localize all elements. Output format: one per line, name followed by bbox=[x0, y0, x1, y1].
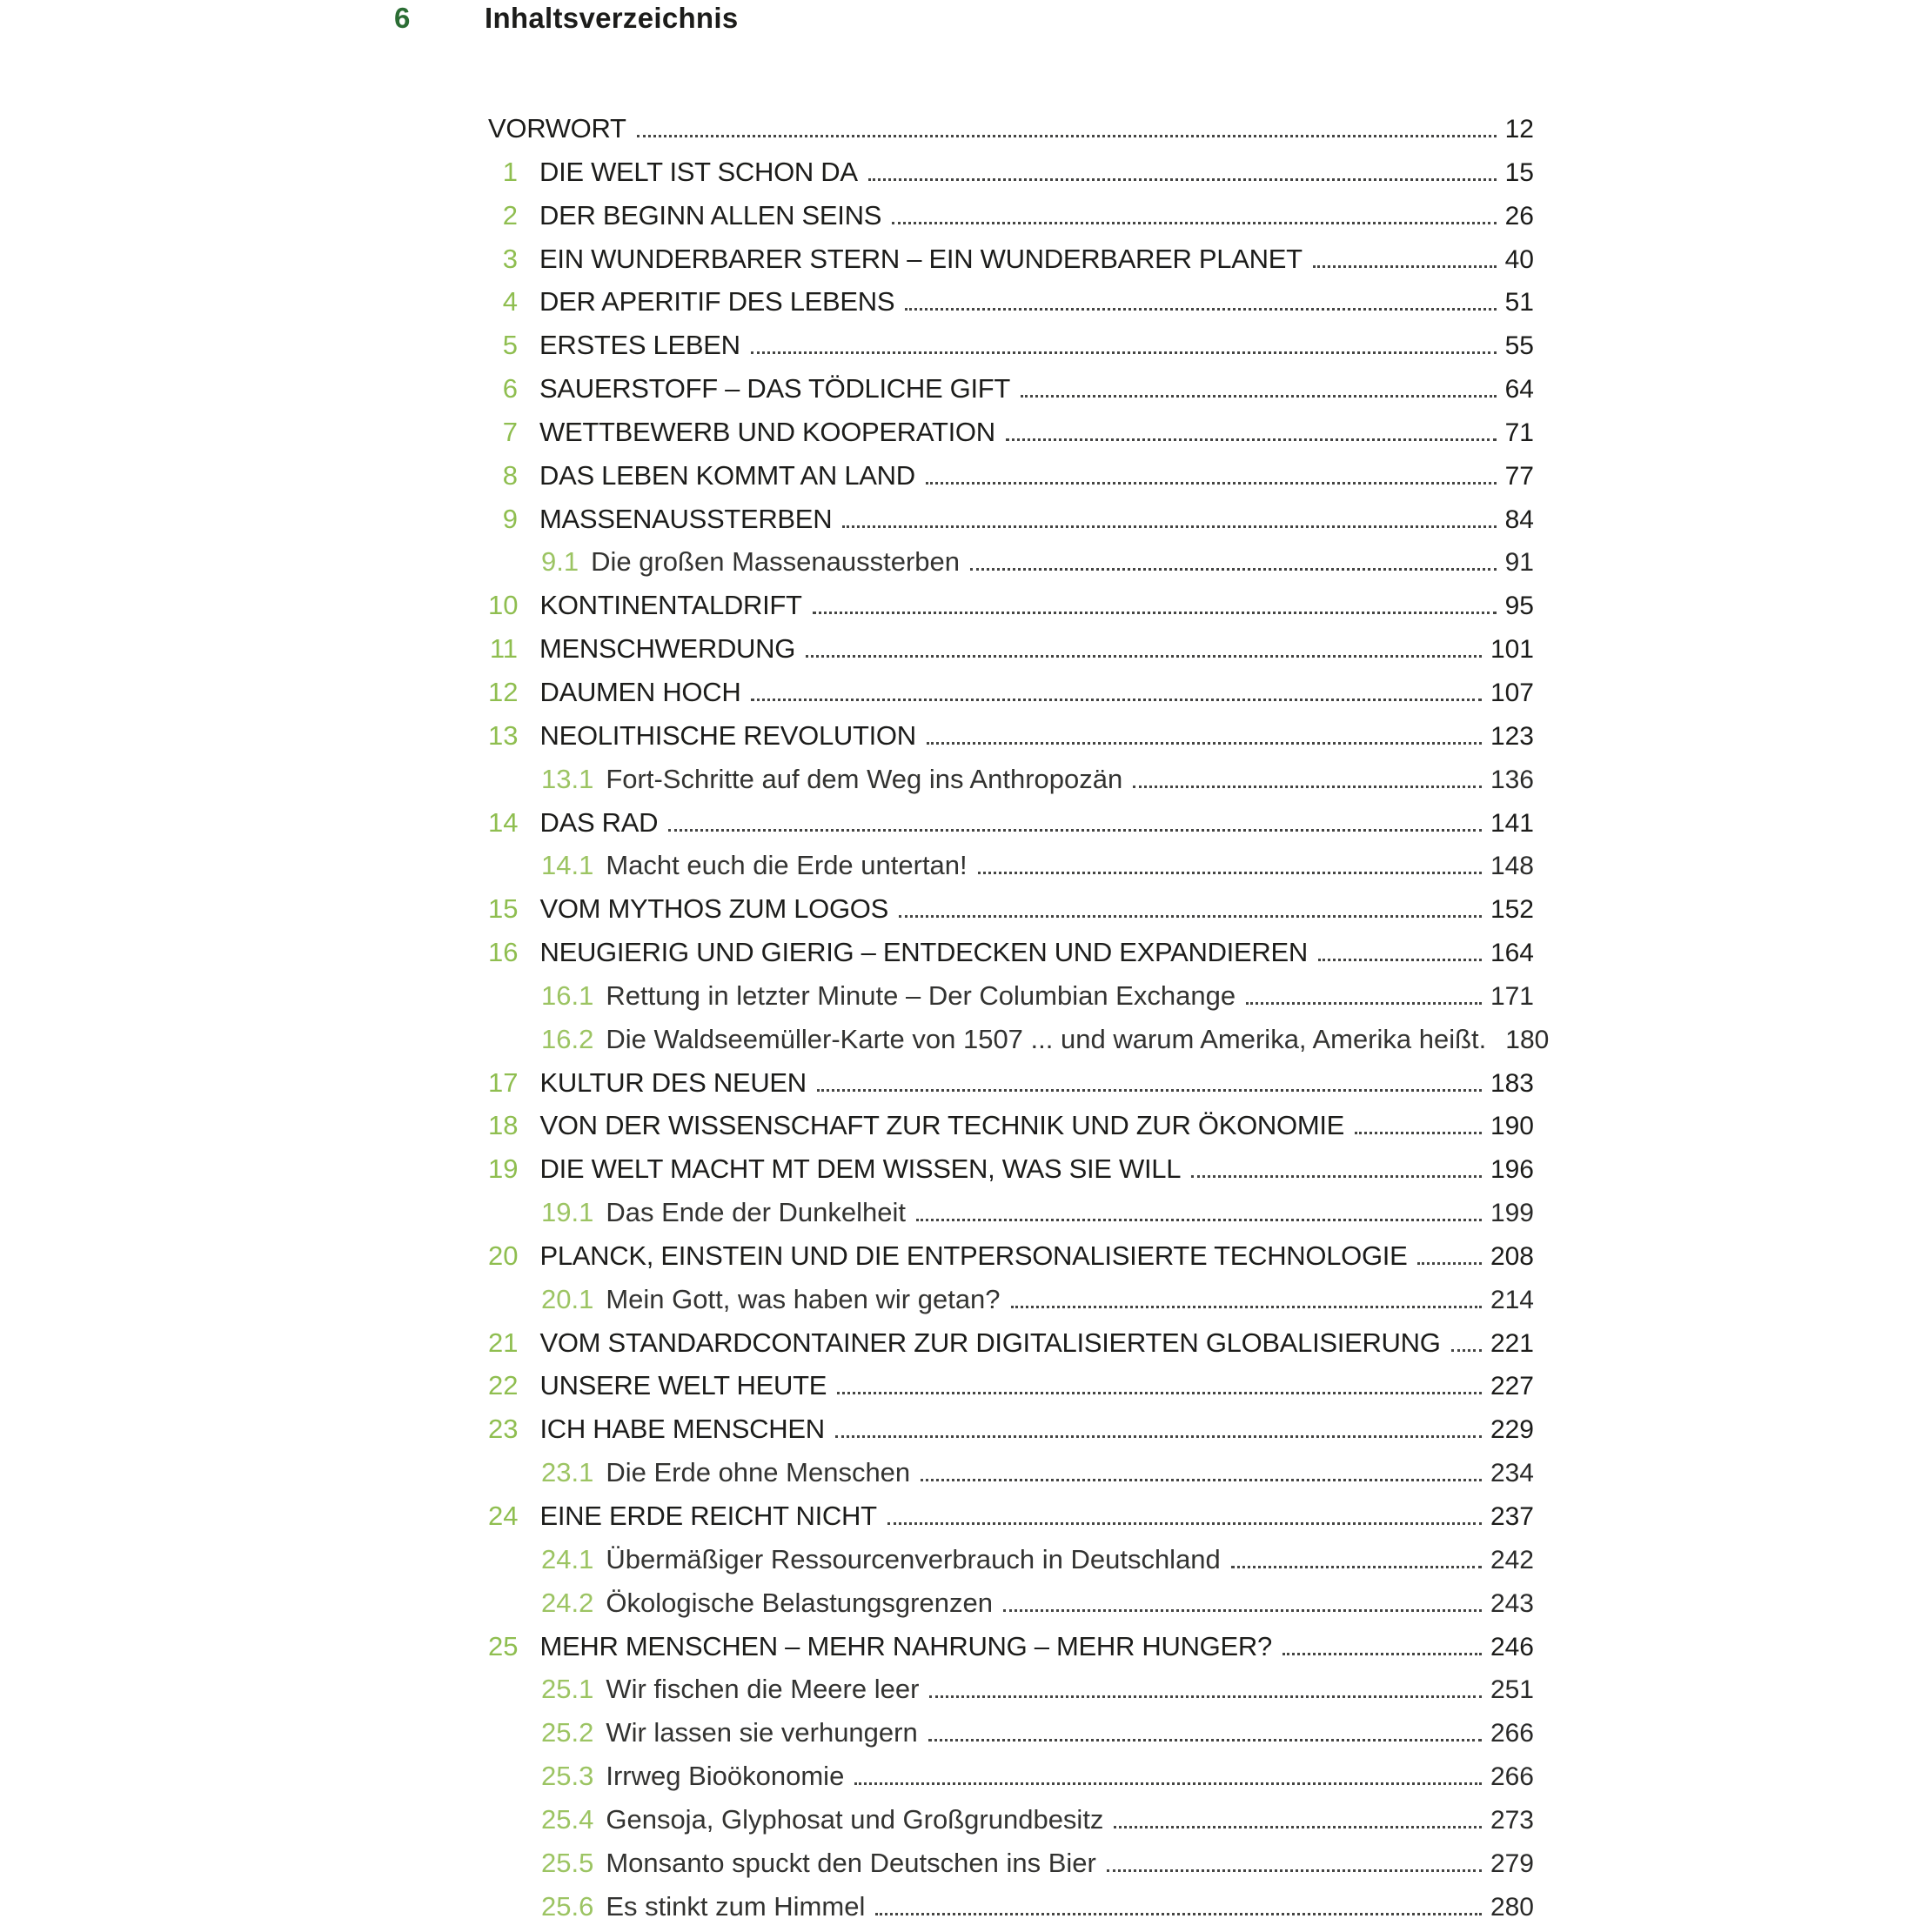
toc-entry-page: 229 bbox=[1490, 1415, 1534, 1445]
toc-entry-number: 13.1 bbox=[541, 763, 594, 794]
toc-entry-number: 25.4 bbox=[541, 1803, 594, 1835]
toc-entry-number: 12 bbox=[488, 676, 519, 707]
toc-entry-title: Die Waldseemüller-Karte von 1507 ... und warum Amerika, Amerika heißt. bbox=[606, 1023, 1487, 1054]
toc-entry-title: DIE WELT MACHT MT DEM WISSEN, WAS SIE WILL bbox=[539, 1153, 1182, 1185]
dot-leader bbox=[1451, 1349, 1482, 1352]
toc-entry-number: 17 bbox=[488, 1066, 519, 1098]
toc-entry-page: 164 bbox=[1490, 939, 1534, 968]
toc-entry bbox=[488, 1239, 1534, 1282]
toc-entry-number: 2 bbox=[502, 199, 518, 231]
toc-entry-number: 20 bbox=[488, 1240, 519, 1271]
toc-entry-title: Die großen Massenaussterben bbox=[591, 546, 960, 578]
toc-entry-page: 199 bbox=[1490, 1199, 1534, 1228]
toc-entry-title: MEHR MENSCHEN – MEHR NAHRUNG – MEHR HUNGER? bbox=[539, 1630, 1272, 1661]
toc-entry bbox=[488, 458, 1534, 502]
toc-entry-title: VOM MYTHOS ZUM LOGOS bbox=[539, 893, 888, 925]
toc-entry-title: Rettung in letzter Minute – Der Columbian Exchange bbox=[606, 979, 1236, 1011]
toc-entry-title: DAUMEN HOCH bbox=[539, 676, 741, 707]
toc-entry-number: 20.1 bbox=[541, 1283, 594, 1314]
toc-entry-page: 141 bbox=[1490, 808, 1534, 838]
toc-entry bbox=[488, 892, 1534, 935]
toc-entry-number: 14 bbox=[488, 806, 519, 838]
toc-entry bbox=[488, 415, 1534, 458]
dot-leader bbox=[1318, 959, 1482, 961]
toc-entry-number: 16 bbox=[488, 937, 519, 968]
toc-entry bbox=[488, 328, 1534, 371]
toc-entry bbox=[488, 1499, 1534, 1542]
toc-entry-title: Wir fischen die Meere leer bbox=[606, 1674, 920, 1705]
toc-entry-title: MASSENAUSSTERBEN bbox=[539, 503, 833, 534]
toc-entry bbox=[488, 848, 1534, 892]
toc-entry-page: 101 bbox=[1490, 635, 1534, 665]
toc-entry-number: 23.1 bbox=[541, 1457, 594, 1488]
toc-entry-page: 266 bbox=[1490, 1719, 1534, 1748]
dot-leader bbox=[1107, 1869, 1482, 1872]
toc-entry bbox=[488, 1542, 1534, 1586]
toc-entry bbox=[488, 1802, 1534, 1846]
toc-entry bbox=[488, 1412, 1534, 1455]
dot-leader bbox=[1114, 1826, 1482, 1828]
toc-entry-number: 16.2 bbox=[541, 1023, 594, 1054]
toc-entry-title: EINE ERDE REICHT NICHT bbox=[539, 1501, 877, 1531]
toc-entry-number: 25.5 bbox=[541, 1847, 594, 1878]
toc-entry bbox=[488, 675, 1534, 719]
toc-entry-page: 148 bbox=[1490, 852, 1534, 881]
dot-leader bbox=[813, 612, 1497, 614]
toc-entry bbox=[488, 806, 1534, 849]
toc-entry bbox=[488, 935, 1534, 979]
toc-entry-title: UNSERE WELT HEUTE bbox=[539, 1370, 827, 1401]
toc-entry bbox=[488, 502, 1534, 545]
dot-leader bbox=[854, 1782, 1482, 1785]
toc-entry-title: VOM STANDARDCONTAINER ZUR DIGITALISIERTEN GLOBALISIERUNG bbox=[539, 1327, 1441, 1358]
toc-entry-page: 15 bbox=[1504, 157, 1534, 187]
dot-leader bbox=[1006, 438, 1497, 441]
toc-entry-page: 71 bbox=[1504, 418, 1534, 447]
toc-entry-number: 24.1 bbox=[541, 1543, 594, 1574]
toc-entry-page: 251 bbox=[1490, 1675, 1534, 1705]
dot-leader bbox=[927, 742, 1482, 745]
toc-entry-title: KONTINENTALDRIFT bbox=[539, 590, 802, 621]
dot-leader bbox=[1011, 1306, 1482, 1308]
toc-entry-page: 280 bbox=[1490, 1892, 1534, 1922]
toc-entry-number: 3 bbox=[502, 243, 518, 274]
toc-entry-title: Ökologische Belastungsgrenzen bbox=[606, 1587, 993, 1618]
dot-leader bbox=[929, 1695, 1482, 1698]
page-title: Inhaltsverzeichnis bbox=[485, 2, 739, 34]
toc-entry-title: Irrweg Bioökonomie bbox=[606, 1761, 845, 1792]
toc-entry-title: MENSCHWERDUNG bbox=[539, 633, 796, 665]
toc-entry-page: 40 bbox=[1504, 244, 1534, 274]
toc-entry-number: 4 bbox=[502, 286, 518, 318]
toc-entry-title: VON DER WISSENSCHAFT ZUR TECHNIK UND ZUR ÖKONOMIE bbox=[539, 1110, 1345, 1141]
dot-leader bbox=[668, 829, 1482, 832]
dot-leader bbox=[875, 1913, 1482, 1915]
toc-entry-page: 136 bbox=[1490, 765, 1534, 794]
toc-entry bbox=[488, 284, 1534, 328]
toc-entry-title: KULTUR DES NEUEN bbox=[539, 1066, 807, 1098]
dot-leader bbox=[637, 135, 1497, 137]
toc-entry-number: 11 bbox=[489, 633, 518, 665]
toc-entry-page: 196 bbox=[1490, 1155, 1534, 1185]
dot-leader bbox=[978, 872, 1482, 874]
toc-entry-number: 25.6 bbox=[541, 1890, 594, 1922]
toc-entry bbox=[488, 1368, 1534, 1412]
toc-entry-title: DER APERITIF DES LEBENS bbox=[539, 286, 895, 318]
dot-leader bbox=[1313, 265, 1497, 268]
toc-entry-number: 25.1 bbox=[541, 1674, 594, 1705]
dot-leader bbox=[1191, 1175, 1482, 1178]
dot-leader bbox=[926, 482, 1497, 485]
toc-entry bbox=[488, 762, 1534, 806]
toc-entry-title: DAS RAD bbox=[539, 806, 659, 838]
dot-leader bbox=[905, 308, 1496, 311]
dot-leader bbox=[868, 178, 1497, 181]
toc-entry bbox=[488, 1672, 1534, 1715]
dot-leader bbox=[887, 1522, 1482, 1525]
toc-entry-title: PLANCK, EINSTEIN UND DIE ENTPERSONALISIERTE TECHNOLOGIE bbox=[539, 1240, 1408, 1271]
dot-leader bbox=[817, 1089, 1482, 1092]
toc-entry-title: ERSTES LEBEN bbox=[539, 330, 740, 361]
toc-entry-number: 21 bbox=[488, 1327, 519, 1358]
toc-entry bbox=[488, 198, 1534, 242]
toc-entry-number: 8 bbox=[502, 459, 518, 491]
toc-entry bbox=[488, 979, 1534, 1022]
toc-entry-title: Die Erde ohne Menschen bbox=[606, 1457, 911, 1488]
dot-leader bbox=[892, 222, 1497, 224]
toc-entry-number: 23 bbox=[488, 1414, 519, 1445]
toc-entry-title: ICH HABE MENSCHEN bbox=[539, 1414, 825, 1445]
toc-entry-title: DIE WELT IST SCHON DA bbox=[539, 156, 858, 187]
toc-entry bbox=[488, 719, 1534, 762]
dot-leader bbox=[751, 351, 1497, 354]
toc-entry-number: 25.2 bbox=[541, 1717, 594, 1748]
toc-entry-page: 123 bbox=[1490, 721, 1534, 751]
toc-entry bbox=[488, 1326, 1534, 1369]
toc-entry-page: 227 bbox=[1490, 1372, 1534, 1401]
toc-entry-title: Fort-Schritte auf dem Weg ins Anthropozän bbox=[606, 763, 1123, 794]
toc-entry-title: DER BEGINN ALLEN SEINS bbox=[539, 199, 882, 231]
toc-entry bbox=[488, 1195, 1534, 1239]
toc-entry-page: 190 bbox=[1490, 1112, 1534, 1141]
toc-entry bbox=[488, 588, 1534, 632]
toc-entry bbox=[488, 111, 1534, 155]
toc-entry-number: 15 bbox=[488, 893, 519, 925]
toc-entry-page: 183 bbox=[1490, 1068, 1534, 1098]
toc-entry-number: 5 bbox=[502, 330, 518, 361]
toc-entry-page: 84 bbox=[1504, 505, 1534, 534]
toc-entry-page: 12 bbox=[1504, 115, 1534, 144]
toc-list bbox=[488, 111, 1550, 1932]
toc-entry-title: Wir lassen sie verhungern bbox=[606, 1717, 918, 1748]
toc-entry-title: NEUGIERIG UND GIERIG – ENTDECKEN UND EXPANDIEREN bbox=[539, 937, 1308, 968]
toc-entry-page: 246 bbox=[1490, 1632, 1534, 1661]
toc-entry-page: 266 bbox=[1490, 1762, 1534, 1792]
toc-entry-number: 7 bbox=[502, 416, 518, 447]
toc-entry-title: VORWORT bbox=[488, 113, 626, 144]
toc-entry bbox=[488, 1629, 1534, 1673]
toc-entry bbox=[488, 1455, 1534, 1499]
toc-entry-number: 1 bbox=[502, 156, 518, 187]
toc-entry-page: 26 bbox=[1504, 201, 1534, 231]
toc-entry bbox=[488, 371, 1534, 415]
toc-entry-page: 234 bbox=[1490, 1459, 1534, 1488]
toc-entry-page: 237 bbox=[1490, 1502, 1534, 1531]
toc-entry bbox=[488, 1066, 1534, 1109]
toc-entry-page: 208 bbox=[1490, 1241, 1534, 1271]
toc-entry-number: 19 bbox=[488, 1153, 519, 1185]
dot-leader bbox=[1003, 1609, 1482, 1612]
toc-entry-title: Das Ende der Dunkelheit bbox=[606, 1197, 906, 1228]
dot-leader bbox=[1021, 395, 1497, 398]
toc-entry-number: 13 bbox=[488, 719, 519, 751]
toc-entry-page: 180 bbox=[1505, 1025, 1550, 1054]
toc-entry-title: EIN WUNDERBARER STERN – EIN WUNDERBARER PLANET bbox=[539, 243, 1303, 274]
toc-entry-page: 221 bbox=[1490, 1328, 1534, 1358]
toc-entry bbox=[488, 1889, 1534, 1932]
toc-entry-page: 64 bbox=[1504, 375, 1534, 404]
toc-entry-page: 107 bbox=[1490, 678, 1534, 707]
toc-entry-title: Übermäßiger Ressourcenverbrauch in Deutschland bbox=[606, 1543, 1221, 1574]
toc-entry bbox=[488, 1846, 1534, 1889]
toc-entry-page: 91 bbox=[1504, 548, 1534, 578]
toc-entry bbox=[488, 1715, 1534, 1759]
toc-entry-number: 18 bbox=[488, 1110, 519, 1141]
dot-leader bbox=[842, 525, 1496, 528]
toc-entry-number: 19.1 bbox=[541, 1197, 594, 1228]
dot-leader bbox=[751, 699, 1482, 701]
toc-entry bbox=[488, 1152, 1534, 1195]
toc-entry-number: 25.3 bbox=[541, 1761, 594, 1792]
toc-entry-title: Mein Gott, was haben wir getan? bbox=[606, 1283, 1001, 1314]
toc-entry-page: 242 bbox=[1490, 1545, 1534, 1574]
toc-entry-page: 273 bbox=[1490, 1805, 1534, 1835]
dot-leader bbox=[1417, 1262, 1481, 1265]
toc-entry bbox=[488, 545, 1534, 588]
dot-leader bbox=[921, 1479, 1482, 1481]
toc-entry-number: 10 bbox=[488, 590, 519, 621]
dot-leader bbox=[899, 915, 1482, 918]
toc-entry-page: 152 bbox=[1490, 895, 1534, 925]
toc-entry bbox=[488, 1586, 1534, 1629]
dot-leader bbox=[1355, 1132, 1482, 1134]
dot-leader bbox=[916, 1219, 1482, 1221]
toc-entry-page: 55 bbox=[1504, 331, 1534, 361]
toc-entry-page: 51 bbox=[1504, 288, 1534, 318]
running-head bbox=[0, 0, 1922, 45]
toc-entry-number: 9 bbox=[502, 503, 518, 534]
toc-entry-number: 14.1 bbox=[541, 850, 594, 881]
toc-entry-title: Monsanto spuckt den Deutschen ins Bier bbox=[606, 1847, 1096, 1878]
toc-entry-title: Gensoja, Glyphosat und Großgrundbesitz bbox=[606, 1803, 1104, 1835]
toc-entry-title: DAS LEBEN KOMMT AN LAND bbox=[539, 459, 915, 491]
dot-leader bbox=[1133, 786, 1482, 788]
toc-entry-title: SAUERSTOFF – DAS TÖDLICHE GIFT bbox=[539, 373, 1011, 404]
toc-entry-title: Macht euch die Erde untertan! bbox=[606, 850, 968, 881]
dot-leader bbox=[835, 1435, 1482, 1438]
toc-entry-page: 77 bbox=[1504, 461, 1534, 491]
toc-entry bbox=[488, 1282, 1534, 1326]
toc-entry-number: 24 bbox=[488, 1501, 519, 1531]
dot-leader bbox=[1231, 1566, 1482, 1568]
toc-entry-number: 22 bbox=[488, 1370, 519, 1401]
toc-entry-title: Es stinkt zum Himmel bbox=[606, 1890, 866, 1922]
toc-entry bbox=[488, 1759, 1534, 1802]
dot-leader bbox=[970, 568, 1497, 571]
toc-entry-page: 171 bbox=[1490, 981, 1534, 1011]
toc-entry-title: WETTBEWERB UND KOOPERATION bbox=[539, 416, 995, 447]
dot-leader bbox=[806, 655, 1482, 658]
toc-entry bbox=[488, 632, 1534, 675]
toc-entry-page: 214 bbox=[1490, 1285, 1534, 1314]
toc-entry bbox=[488, 242, 1534, 285]
toc-entry-number: 6 bbox=[502, 373, 518, 404]
dot-leader bbox=[928, 1739, 1482, 1741]
dot-leader bbox=[837, 1392, 1482, 1394]
toc-entry-title: NEOLITHISCHE REVOLUTION bbox=[539, 719, 916, 751]
toc-entry bbox=[488, 155, 1534, 198]
toc-entry bbox=[488, 1022, 1550, 1066]
toc-entry-number: 16.1 bbox=[541, 979, 594, 1011]
toc-entry-page: 243 bbox=[1490, 1588, 1534, 1618]
dot-leader bbox=[1282, 1653, 1482, 1655]
toc-entry-number: 9.1 bbox=[541, 546, 579, 578]
toc-entry-page: 95 bbox=[1504, 592, 1534, 621]
toc-entry-page: 279 bbox=[1490, 1848, 1534, 1878]
toc-entry bbox=[488, 1108, 1534, 1152]
page-number: 6 bbox=[394, 2, 411, 34]
toc-entry-number: 24.2 bbox=[541, 1587, 594, 1618]
dot-leader bbox=[1246, 1002, 1482, 1005]
toc-entry-number: 25 bbox=[488, 1630, 519, 1661]
